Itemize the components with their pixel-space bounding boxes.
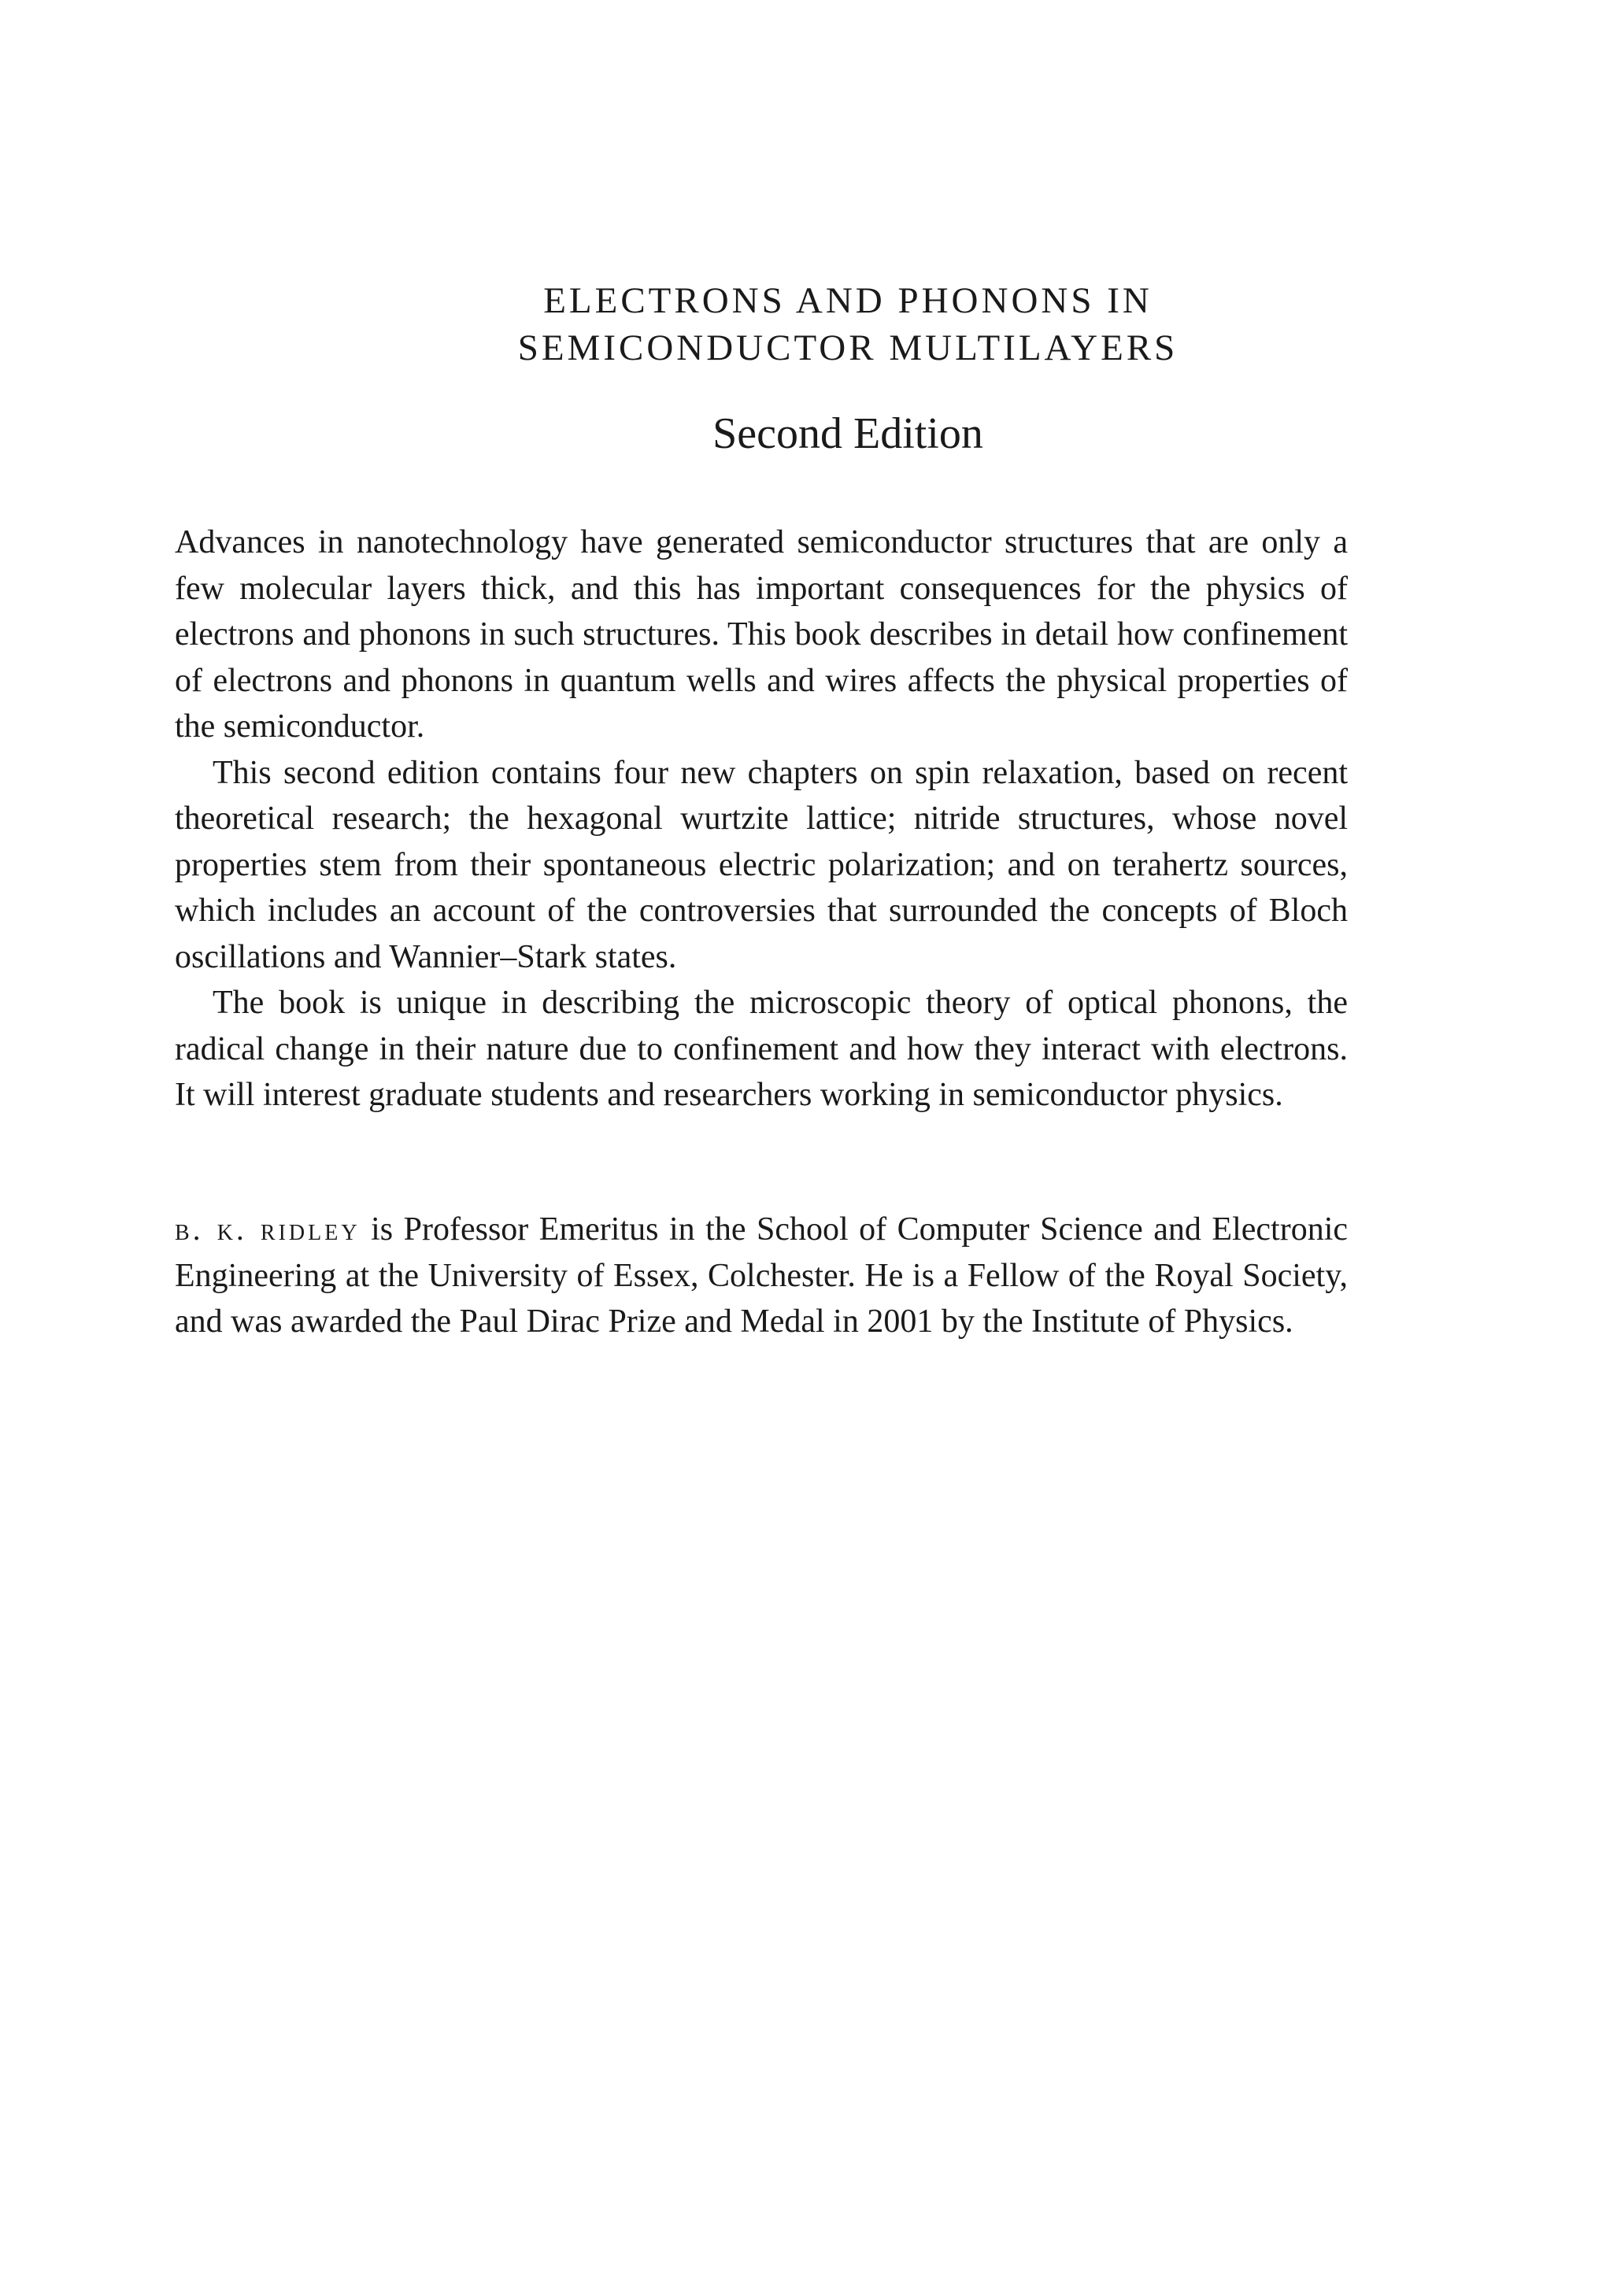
- description-paragraph-3: The book is unique in describing the microscopic theory of optical phonons, the radical change in their nature due to confinement and how they interact with electrons. It will interest graduate students and researchers working in semiconductor physics.: [175, 985, 1348, 1113]
- description-paragraph-1: Advances in nanotechnology have generated semiconductor structures that are only a few molecular layers thick, and this has important consequences for the physics of electrons and phonons in such structures. This book describes in detail how confinement of electrons and phonons in quantum wells and wires affects the physical properties of the semiconductor.: [175, 524, 1348, 745]
- book-title-line-2: SEMICONDUCTOR MULTILAYERS: [517, 327, 1179, 368]
- edition-label: Second Edition: [712, 409, 983, 458]
- title-block: [175, 277, 1521, 461]
- author-bio-text: is Professor Emeritus in the School of Computer Science and Electronic Engineering at the University of Essex, Colchester. He is a Fellow of the Royal Society, and was awarded the Paul Dirac Prize and Medal in 2001 by the Institute of Physics.: [175, 1211, 1348, 1340]
- book-description: [175, 519, 1348, 1118]
- author-bio: [175, 1207, 1348, 1345]
- author-name: b. k. ridley: [175, 1211, 361, 1247]
- description-paragraph-2: This second edition contains four new chapters on spin relaxation, based on recent theoretical research; the hexagonal wurtzite lattice; nitride structures, whose novel properties stem from their spontaneous electric polarization; and on terahertz sources, which includes an account of the controversies that surrounded the concepts of Bloch oscillations and Wannier–Stark states.: [175, 754, 1348, 975]
- book-title-line-1: ELECTRONS AND PHONONS IN: [543, 280, 1153, 321]
